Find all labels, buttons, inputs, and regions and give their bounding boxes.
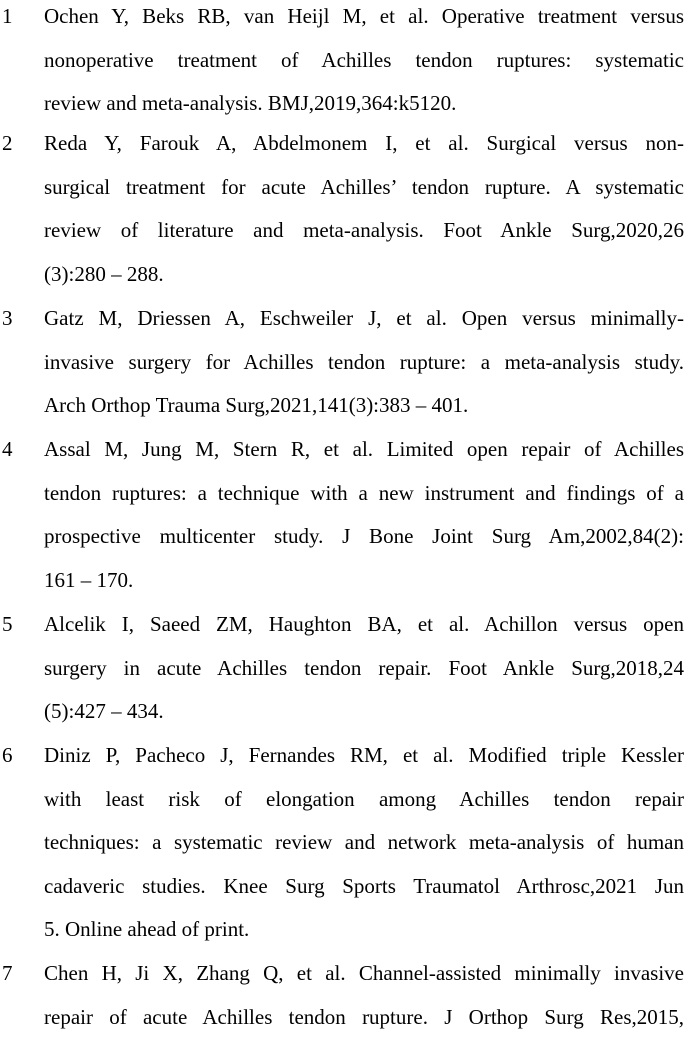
- reference-number: 1: [2, 0, 32, 39]
- reference-line: with least risk of elongation among Achilles tendon repair: [44, 778, 684, 822]
- reference-number: 4: [2, 428, 32, 472]
- reference-line: 5. Online ahead of print.: [44, 908, 684, 952]
- reference-line: repair of acute Achilles tendon rupture. J Orthop Surg Res,2015,: [44, 996, 684, 1039]
- reference-line: Reda Y, Farouk A, Abdelmonem I, et al. Surgical versus non-: [44, 122, 684, 166]
- reference-line: (3):280 – 288.: [44, 253, 684, 297]
- reference-line: Arch Orthop Trauma Surg,2021,141(3):383 – 401.: [44, 384, 684, 428]
- reference-line: invasive surgery for Achilles tendon rupture: a meta-analysis study.: [44, 341, 684, 385]
- reference-line: Assal M, Jung M, Stern R, et al. Limited open repair of Achilles: [44, 428, 684, 472]
- reference-line: cadaveric studies. Knee Surg Sports Traumatol Arthrosc,2021 Jun: [44, 865, 684, 909]
- reference-text: [44, 603, 684, 734]
- reference-text: [44, 952, 684, 1039]
- reference-line: (5):427 – 434.: [44, 690, 684, 734]
- reference-line: tendon ruptures: a technique with a new instrument and findings of a: [44, 472, 684, 516]
- reference-line: Alcelik I, Saeed ZM, Haughton BA, et al. Achillon versus open: [44, 603, 684, 647]
- reference-text: [44, 734, 684, 952]
- reference-text: [44, 0, 684, 126]
- reference-line: surgical treatment for acute Achilles’ tendon rupture. A systematic: [44, 166, 684, 210]
- reference-line: Diniz P, Pacheco J, Fernandes RM, et al. Modified triple Kessler: [44, 734, 684, 778]
- reference-text: [44, 122, 684, 296]
- reference-line: Chen H, Ji X, Zhang Q, et al. Channel-assisted minimally invasive: [44, 952, 684, 996]
- reference-line: nonoperative treatment of Achilles tendon ruptures: systematic: [44, 39, 684, 83]
- reference-line: review and meta-analysis. BMJ,2019,364:k5120.: [44, 82, 684, 126]
- reference-text: [44, 297, 684, 428]
- reference-line: techniques: a systematic review and network meta-analysis of human: [44, 821, 684, 865]
- reference-number: 7: [2, 952, 32, 996]
- reference-number: 6: [2, 734, 32, 778]
- reference-text: [44, 428, 684, 602]
- reference-number: 3: [2, 297, 32, 341]
- reference-number: 2: [2, 122, 32, 166]
- reference-line: 161 – 170.: [44, 559, 684, 603]
- reference-line: surgery in acute Achilles tendon repair. Foot Ankle Surg,2018,24: [44, 647, 684, 691]
- reference-number: 5: [2, 603, 32, 647]
- reference-line: review of literature and meta-analysis. Foot Ankle Surg,2020,26: [44, 209, 684, 253]
- reference-line: prospective multicenter study. J Bone Joint Surg Am,2002,84(2):: [44, 515, 684, 559]
- reference-line: Ochen Y, Beks RB, van Heijl M, et al. Operative treatment versus: [44, 0, 684, 39]
- reference-line: Gatz M, Driessen A, Eschweiler J, et al. Open versus minimally-: [44, 297, 684, 341]
